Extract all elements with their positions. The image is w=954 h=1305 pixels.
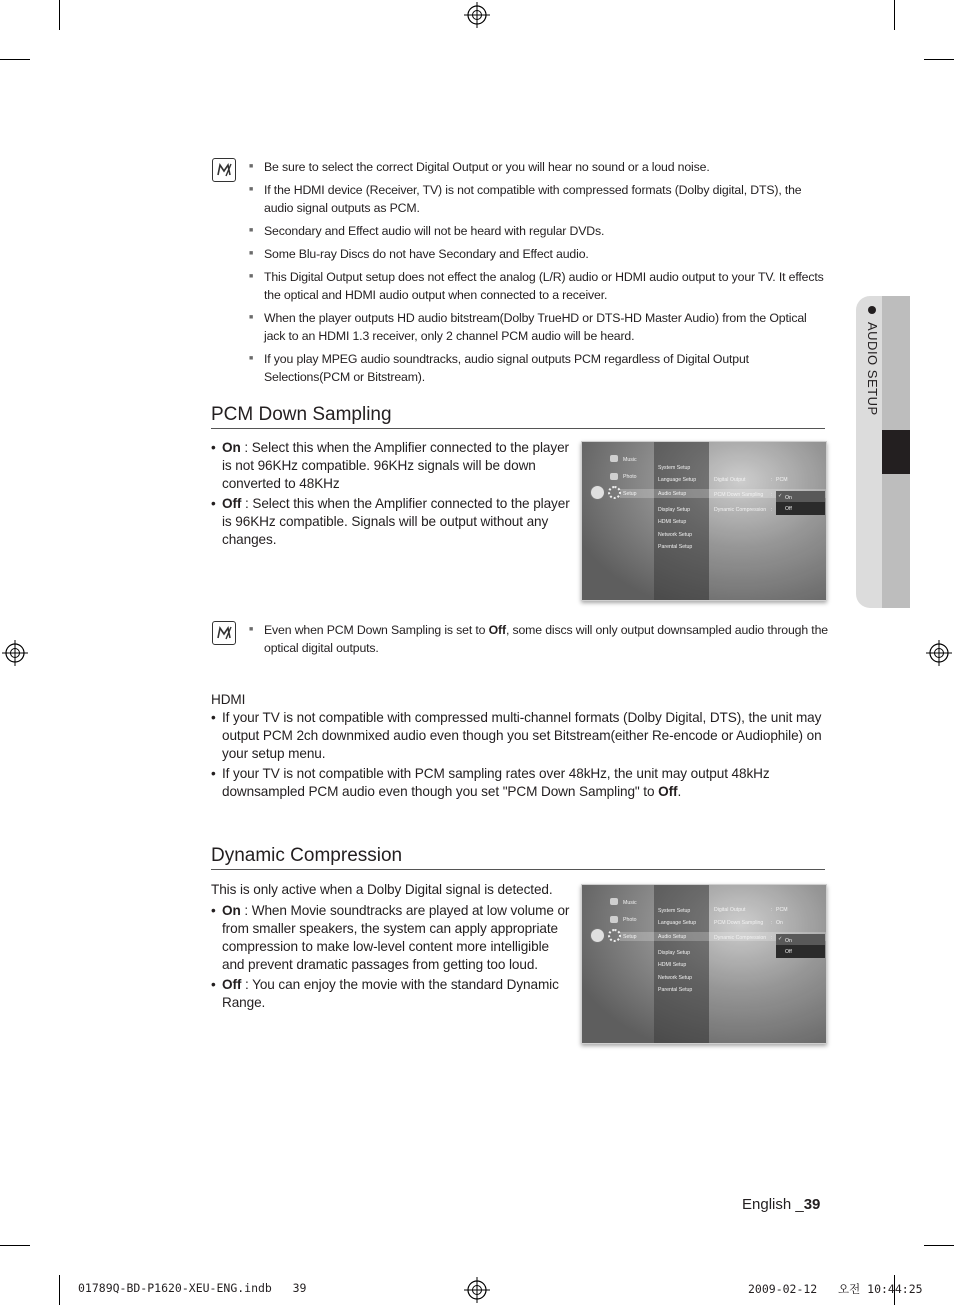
print-slug-right: 2009-02-12 오전 10:44:25: [748, 1282, 923, 1296]
note-icon: [212, 158, 236, 182]
dynamic-intro: This is only active when a Dolby Digital signal is detected.: [211, 882, 553, 897]
pcm-option-on: [211, 439, 573, 493]
hdmi-section: [211, 691, 829, 803]
dynamic-option-on: [211, 902, 573, 974]
option-value: PCM: [776, 907, 788, 913]
submenu-item: System Setup: [658, 908, 691, 914]
print-slug-left: 01789Q-BD-P1620-XEU-ENG.indb 39: [78, 1281, 307, 1295]
setup-screen-dynamic: [581, 884, 827, 1044]
submenu-item: Parental Setup: [658, 987, 693, 993]
option-description: : You can enjoy the movie with the standard Dynamic Range.: [222, 977, 559, 1010]
note-item: [248, 621, 828, 657]
submenu-item: Language Setup: [658, 477, 697, 483]
bullet-dot-icon: [868, 306, 876, 314]
pcm-options: [211, 439, 573, 551]
note-item: ■ Some Blu-ray Discs do not have Secondary and Effect audio.: [248, 245, 828, 263]
hdmi-heading: HDMI: [211, 692, 246, 707]
popup-highlight: [776, 934, 825, 945]
popup-highlight: [776, 491, 825, 502]
popup-option-on: On: [785, 938, 792, 944]
option-sep: :: [771, 507, 773, 513]
crop-mark: [59, 1275, 60, 1305]
crop-mark: [924, 59, 954, 60]
submenu-item: Parental Setup: [658, 544, 693, 550]
note-icon: [212, 621, 236, 645]
notes-list: [248, 621, 828, 662]
side-tab-marker: [882, 430, 910, 474]
option-label: On: [222, 903, 241, 918]
page-number: [742, 1196, 820, 1213]
check-icon: ✓: [778, 936, 783, 942]
submenu-item: Language Setup: [658, 920, 697, 926]
notes-list: [248, 158, 828, 391]
bullet-text: If your TV is not compatible with PCM sampling rates over 48kHz, the unit may output 48kHz downsampled PCM audio even though you set "PCM Down Sampling" to: [222, 766, 770, 799]
check-icon: ✓: [778, 493, 783, 499]
option-sep: :: [771, 935, 773, 941]
disc-icon: [590, 485, 605, 500]
submenu-item-selected: Audio Setup: [658, 934, 687, 940]
option-label: PCM Down Sampling: [714, 492, 764, 498]
section-heading-dynamic: Dynamic Compression: [211, 845, 825, 870]
registration-mark-icon: [2, 640, 28, 666]
option-label: Dynamic Compression: [714, 935, 767, 941]
menu-item-music: Music: [623, 457, 637, 463]
menu-item-setup: Setup: [623, 491, 637, 497]
note-bold: Off: [488, 623, 506, 637]
option-label: On: [222, 440, 241, 455]
note-text: Even when PCM Down Sampling is set to: [264, 623, 489, 637]
option-sep: :: [771, 477, 773, 483]
bullet-bold: Off: [658, 784, 678, 799]
registration-mark-icon: [926, 640, 952, 666]
crop-mark: [0, 59, 30, 60]
side-tab-text: AUDIO SETUP: [865, 322, 880, 416]
option-value: PCM: [776, 477, 788, 483]
submenu-item: Network Setup: [658, 975, 693, 981]
option-description: : Select this when the Amplifier connected to the player is 96KHz compatible. Signals will be output without any changes.: [222, 496, 570, 547]
side-tab-label: [860, 306, 880, 416]
setup-screen-pcm: [581, 441, 827, 601]
option-label: PCM Down Sampling: [714, 920, 764, 926]
disc-icon: [590, 928, 605, 943]
crop-mark: [59, 0, 60, 30]
submenu-item: System Setup: [658, 465, 691, 471]
crop-mark: [894, 0, 895, 30]
hdmi-bullet: • If your TV is not compatible with compressed multi-channel formats (Dolby Digital, DTS), the unit may output PCM 2ch downmixed audio even though you set Bitstream(either Re-encode or Audiophile) on your setup menu.: [211, 709, 829, 763]
footer-language: English _: [742, 1196, 804, 1213]
option-label: Off: [222, 977, 242, 992]
option-label: Digital Output: [714, 907, 746, 913]
note-item: ■ If the HDMI device (Receiver, TV) is not compatible with compressed formats (Dolby digital, DTS), the audio signal outputs as PCM.: [248, 181, 828, 217]
popup-option-on: On: [785, 495, 792, 501]
note-item: ■ Secondary and Effect audio will not be heard with regular DVDs.: [248, 222, 828, 240]
submenu-item-selected: Audio Setup: [658, 491, 687, 497]
note-item: ■ When the player outputs HD audio bitstream(Dolby TrueHD or DTS-HD Master Audio) from the Optical jack to an HDMI 1.3 receiver, only 2 channel PCM audio will be heard.: [248, 309, 828, 345]
registration-mark-icon: [464, 2, 490, 28]
dynamic-options: [211, 881, 573, 1014]
hdmi-bullet: [211, 765, 829, 801]
option-description: : When Movie soundtracks are played at low volume or from smaller speakers, the system can apply appropriate compression to make low-level content more intelligible and prevent dramatic passages from getting too loud.: [222, 903, 570, 972]
note-item: ■ Be sure to select the correct Digital Output or you will hear no sound or a loud noise.: [248, 158, 828, 176]
photo-icon: [610, 916, 618, 923]
crop-mark: [0, 1245, 30, 1246]
section-heading-pcm: PCM Down Sampling: [211, 404, 825, 429]
music-icon: [610, 898, 618, 905]
menu-item-photo: Photo: [623, 474, 637, 480]
submenu-item: HDMI Setup: [658, 962, 687, 968]
submenu-item: Display Setup: [658, 950, 691, 956]
note-item: ■ This Digital Output setup does not effect the analog (L/R) audio or HDMI audio output to your TV. It effects the optical and HDMI audio output when connected to a receiver.: [248, 268, 828, 304]
crop-mark: [924, 1245, 954, 1246]
option-sep: :: [771, 920, 773, 926]
registration-mark-icon: [464, 1277, 490, 1303]
option-label: Dynamic Compression: [714, 507, 767, 513]
footer-page-number: 39: [803, 1196, 821, 1213]
pcm-option-off: [211, 495, 573, 549]
popup-option-off: Off: [785, 949, 792, 955]
menu-item-setup: Setup: [623, 934, 637, 940]
screen-options-column: [709, 442, 826, 600]
option-label: Off: [222, 496, 242, 511]
option-sep: :: [771, 492, 773, 498]
popup-option-off: Off: [785, 506, 792, 512]
option-label: Digital Output: [714, 477, 746, 483]
submenu-item: Network Setup: [658, 532, 693, 538]
music-icon: [610, 455, 618, 462]
submenu-item: HDMI Setup: [658, 519, 687, 525]
dynamic-option-off: [211, 976, 573, 1012]
option-description: : Select this when the Amplifier connected to the player is not 96KHz compatible. 96KHz signals will be down converted to 48KHz: [222, 440, 569, 491]
menu-item-music: Music: [623, 900, 637, 906]
option-sep: :: [771, 907, 773, 913]
menu-item-photo: Photo: [623, 917, 637, 923]
photo-icon: [610, 473, 618, 480]
submenu-item: Display Setup: [658, 507, 691, 513]
option-value: On: [776, 920, 783, 926]
note-item: ■ If you play MPEG audio soundtracks, audio signal outputs PCM regardless of Digital Output Selections(PCM or Bitstream).: [248, 350, 828, 386]
bullet-text: .: [677, 784, 682, 799]
note-text: , some discs will only output downsampled audio through the optical digital outputs.: [264, 623, 828, 655]
